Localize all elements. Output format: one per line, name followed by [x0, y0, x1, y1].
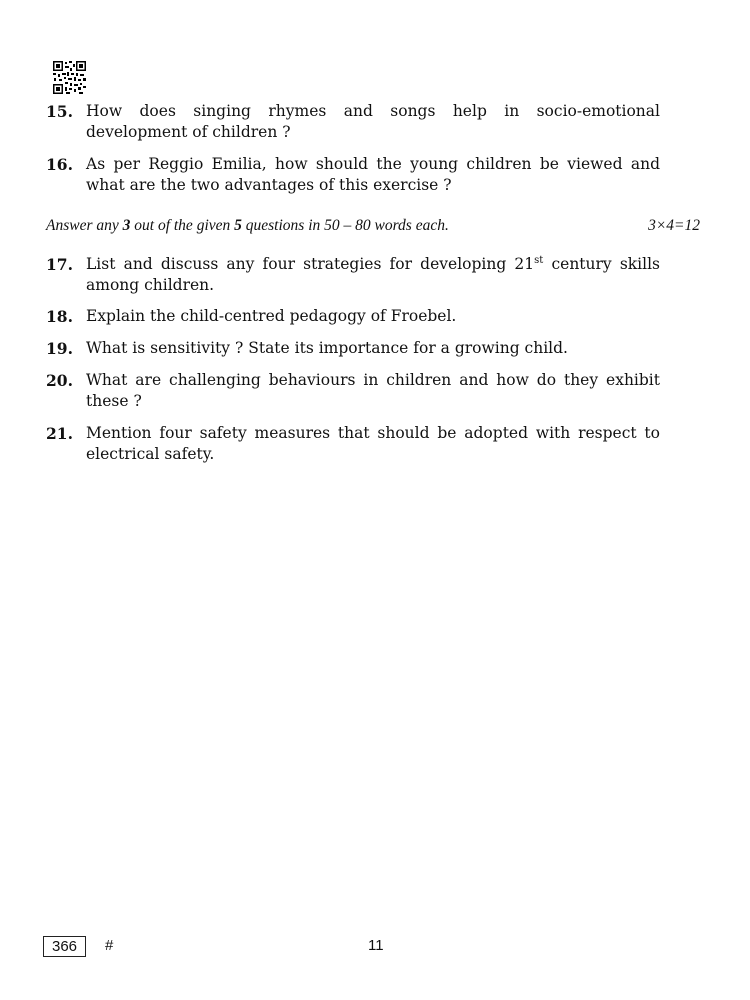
- question-19: [46, 338, 660, 359]
- instruction-suffix: questions in 50 – 80 words each.: [241, 217, 449, 234]
- section-instruction: [46, 215, 700, 236]
- question-text-end: century skills among children.: [86, 255, 660, 294]
- question-20: [46, 370, 660, 412]
- footer-hash: #: [105, 937, 114, 954]
- question-text: Mention four safety measures that should be adopted with respect to electrical safety.: [86, 424, 660, 463]
- question-number: 17.: [46, 255, 73, 274]
- question-number: 20.: [46, 371, 73, 390]
- question-number: 21.: [46, 424, 73, 443]
- question-text: As per Reggio Emilia, how should the young children be viewed and what are the two advantages of this exercise ?: [86, 155, 660, 194]
- question-text-start: List and discuss any four strategies for developing 21: [86, 255, 535, 273]
- question-text: What is sensitivity ? State its importance for a growing child.: [86, 339, 568, 357]
- question-text: How does singing rhymes and songs help in socio-emotional development of children ?: [86, 102, 660, 141]
- question-number: 19.: [46, 339, 73, 358]
- question-text: What are challenging behaviours in children and how do they exhibit these ?: [86, 371, 660, 410]
- instruction-total: 5: [234, 217, 242, 234]
- question-number: 18.: [46, 307, 73, 326]
- question-number: 15.: [46, 102, 73, 121]
- question-text: [86, 254, 660, 296]
- question-text: Explain the child-centred pedagogy of Froebel.: [86, 307, 457, 325]
- question-17: [46, 254, 660, 296]
- question-16: [46, 154, 660, 196]
- question-18: [46, 306, 660, 327]
- section-marks: 3×4=12: [648, 217, 700, 234]
- instruction-middle: out of the given: [130, 217, 235, 234]
- question-number: 16.: [46, 155, 73, 174]
- question-15: [46, 101, 660, 143]
- page-number: 11: [368, 937, 384, 954]
- instruction-prefix: Answer any: [46, 217, 123, 234]
- question-21: [46, 423, 660, 465]
- qr-code: [53, 61, 86, 94]
- instruction-count: 3: [122, 217, 131, 234]
- paper-code-box: 366: [43, 936, 86, 957]
- ordinal-superscript: st: [534, 254, 544, 266]
